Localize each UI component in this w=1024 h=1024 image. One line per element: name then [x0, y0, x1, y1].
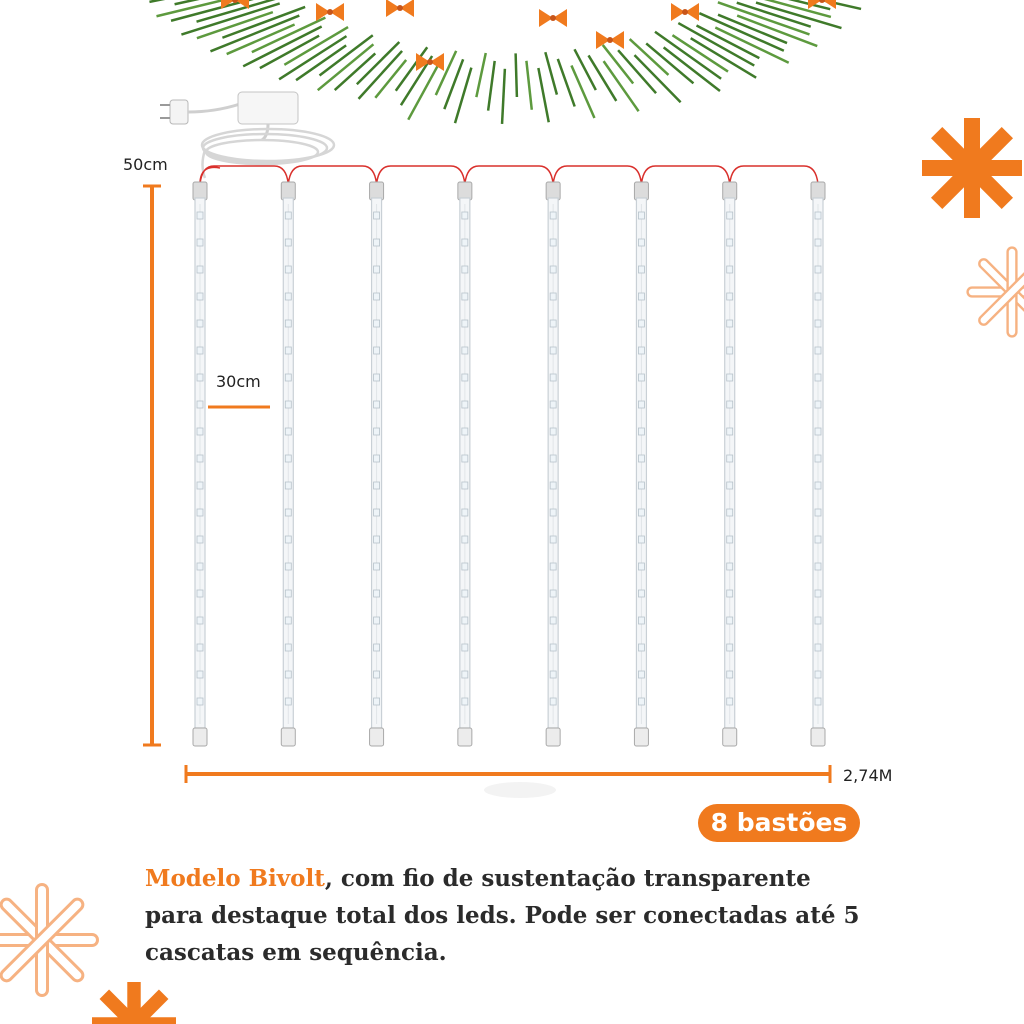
led-rod	[370, 182, 384, 746]
description-highlight: Modelo Bivolt	[145, 865, 325, 892]
snowflake-icon	[92, 982, 176, 1024]
led-rod	[193, 182, 207, 746]
snowflake-icon	[972, 252, 1024, 332]
rod-count-badge: 8 bastões	[698, 804, 860, 842]
led-rod	[546, 182, 560, 746]
led-rod	[723, 182, 737, 746]
led-rod	[811, 182, 825, 746]
led-rods	[193, 182, 825, 746]
plug-icon	[160, 100, 240, 124]
spacing-label: 30cm	[216, 372, 261, 391]
description-text: , com fio de sustentação transparente para destaque total dos leds. Pode ser conectadas até 5 cascatas em sequência.	[145, 865, 860, 966]
coiled-cable	[202, 129, 334, 178]
led-rod	[634, 182, 648, 746]
led-rod	[281, 182, 295, 746]
height-label: 50cm	[123, 155, 168, 174]
led-rod	[458, 182, 472, 746]
snowflake-icon	[922, 118, 1022, 218]
width-dimension-line	[186, 765, 830, 783]
width-label: 2,74M	[843, 766, 893, 785]
product-description	[145, 860, 865, 971]
snowflake-icon	[0, 890, 92, 990]
height-dimension-line	[143, 186, 161, 745]
connecting-wire	[200, 166, 818, 184]
